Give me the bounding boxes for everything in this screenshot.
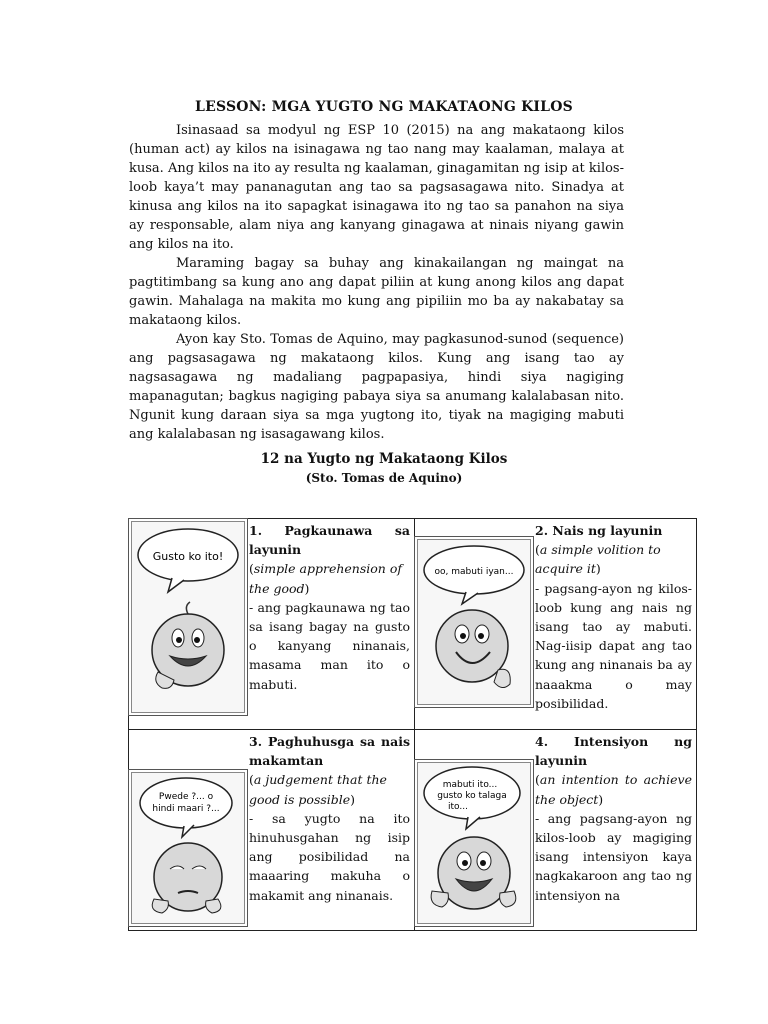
paren-open-4: ( bbox=[535, 772, 540, 788]
paren-close-4: ) bbox=[598, 791, 604, 807]
stage-description-4: - ang pagsang-ayon ng kilos-loob ay magiging isang intensiyon kaya nagkakaroon ang tao ng intensiyon na bbox=[535, 810, 692, 903]
stages-source: (Sto. Tomas de Aquino) bbox=[305, 471, 463, 485]
stage-translation-3: a judgement that the good is possible bbox=[249, 772, 387, 807]
lesson-title: LESSON: MGA YUGTO NG MAKATAONG KILOS bbox=[195, 99, 573, 115]
paren-open-2: ( bbox=[535, 542, 540, 558]
paren-close-2: ) bbox=[595, 561, 601, 577]
stage-translation-2: a simple volition to acquire it bbox=[535, 542, 661, 577]
paragraph-3: Ayon kay Sto. Tomas de Aquino, may pagkasunod-sunod (sequence) ang pagsasagawa ng makataong kilos. Kung ang isang tao ay nagsasagawa ng madaliang pagpapasiya, hindi siya nagiging mapanagutan; bagkus nagiging pabaya siya sa anumang kalalabasan nito. Ngunit kung daraan siya sa mga yugtong ito, tiyak na magiging mabuti ang kalalabasan ng isasagawang kilos. bbox=[129, 332, 624, 442]
paren-open-1: ( bbox=[249, 561, 254, 577]
bubble-text-4c: ito... bbox=[448, 802, 468, 812]
stage-heading-4: 4. Intensiyon ng layunin bbox=[535, 734, 692, 769]
bubble-text-3: Pwede ?... o bbox=[158, 792, 214, 802]
stage-heading-3: 3. Paghuhusga sa nais makamtan bbox=[249, 734, 410, 769]
happy-face-icon bbox=[131, 521, 245, 713]
stage-heading-2: 2. Nais ng layunin bbox=[535, 523, 663, 538]
stage-description-3: - sa yugto na ito hinuhusgahan ng isip ang posibilidad na maaaring makuha o makamit ang ninanais. bbox=[249, 810, 410, 903]
paragraph-1: Isinasaad sa modyul ng ESP 10 (2015) na ang makataong kilos (human act) ay kilos na isinagawa ng tao nang may kaalaman, malaya at kusa. Ang kilos na ito ay resulta ng kaalaman, ginagamitan ng isip at kilos-loob kaya’t may pananagutan ang tao sa pagsasagawa nito. Sinadya at kinusa ang kilos na ito sapagkat isinagawa ito ng tao sa panahon na siya ay responsable, alam niya ang kanyang ginagawa at ninais niyang gawin ang kilos na ito. bbox=[129, 123, 624, 252]
bubble-text-2: oo, mabuti iyan... bbox=[434, 567, 514, 577]
bubble-text-1: Gusto ko ito! bbox=[152, 550, 224, 563]
stage-cell-1 bbox=[129, 519, 415, 730]
thinking-face-icon bbox=[131, 772, 245, 924]
bubble-text-4b: gusto ko talaga bbox=[437, 791, 507, 801]
paren-close-1: ) bbox=[304, 580, 310, 596]
stages-heading: 12 na Yugto ng Makataong Kilos bbox=[260, 451, 508, 467]
stages-table bbox=[128, 518, 697, 931]
bubble-text-3b: hindi maari ?... bbox=[152, 804, 220, 814]
stage-cell-3 bbox=[129, 730, 415, 931]
stage-description-1: - ang pagkaunawa ng tao sa isang bagay na gusto o kanyang ninanais, masama man ito o mabuti. bbox=[249, 599, 410, 692]
paragraph-2: Maraming bagay sa buhay ang kinakailangan ng maingat na pagtitimbang sa kung ano ang dapat piliin at kung anong kilos ang dapat gawin. Mahalaga na makita mo kung ang pipiliin mo ba ay nakabatay sa makataong kilos. bbox=[129, 256, 624, 328]
stage-translation-4: an intention to achieve the object bbox=[535, 772, 692, 807]
paren-close-3: ) bbox=[350, 791, 356, 807]
thumbs-up-face-icon bbox=[417, 539, 531, 705]
stage-translation-1: simple apprehension of the good bbox=[249, 561, 402, 596]
bubble-text-4: mabuti ito... bbox=[442, 780, 498, 790]
stage-cell-2 bbox=[415, 519, 697, 730]
paren-open-3: ( bbox=[249, 772, 254, 788]
stage-cell-4 bbox=[415, 730, 697, 931]
stage-heading-1: 1. Pagkaunawa sa layunin bbox=[249, 523, 410, 558]
double-thumbs-up-face-icon bbox=[417, 762, 531, 924]
stage-description-2: - pagsang-ayon ng kilos-loob kung ang nais ng isang tao ay mabuti. Nag-iisip dapat ang tao kung ang ninanais ba ay naaakma o may posibilidad. bbox=[535, 580, 692, 711]
lesson-body bbox=[129, 121, 624, 444]
